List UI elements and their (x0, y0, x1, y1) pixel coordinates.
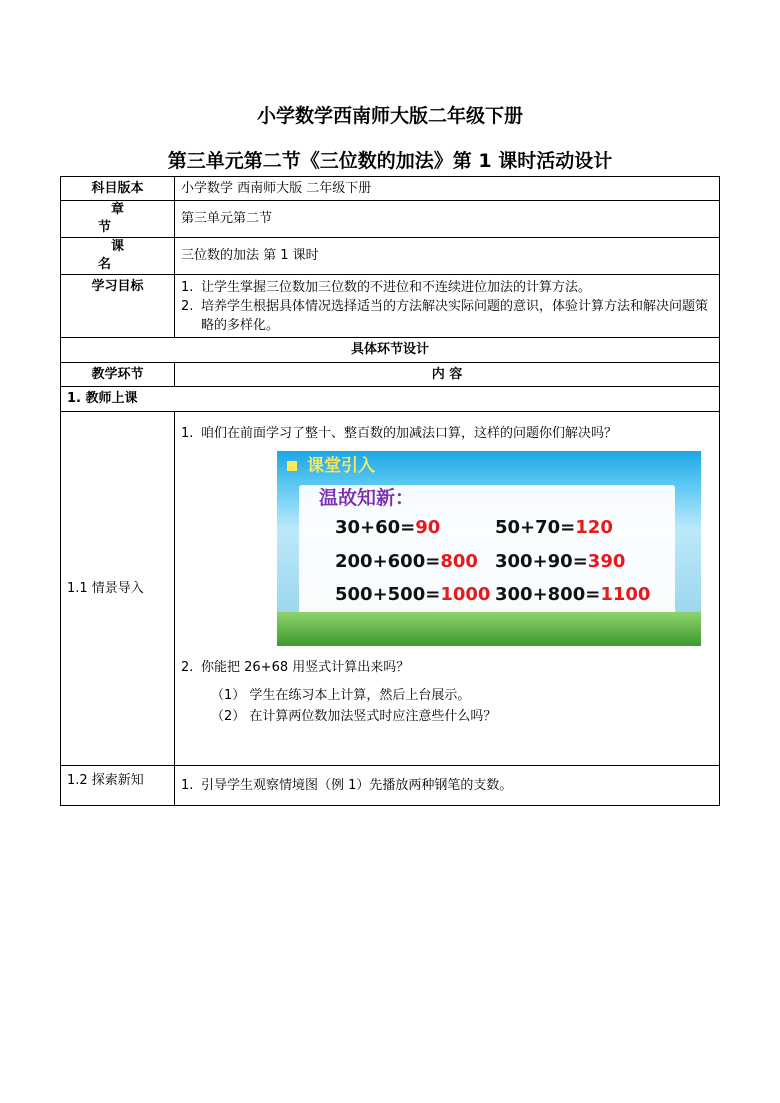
table-row (61, 387, 720, 412)
intro-content (175, 412, 720, 766)
chapter-label: 章节 (61, 201, 175, 238)
lesson-value: 三位数的加法 第 1 课时 (175, 238, 720, 275)
list-item: 2. 培养学生根据具体情况选择适当的方法解决实际问题的意识，体验计算方法和解决问题策略的多样化。 (181, 299, 709, 333)
table-row (61, 363, 720, 387)
table-row (61, 275, 720, 338)
equation: 200+600=800 (335, 551, 478, 572)
stage-label-intro: 1.1 情景导入 (61, 412, 175, 766)
equation: 500+500=1000 (335, 584, 491, 605)
table-row (61, 177, 720, 201)
lesson-label: 课名 (61, 238, 175, 275)
equation: 50+70=120 (495, 517, 613, 538)
sub-item: （2） 在计算两位数加法竖式时应注意些什么吗？ (211, 709, 497, 724)
grass-decoration (277, 612, 701, 646)
list-item: 2. 你能把 26+68 用竖式计算出来吗？ (181, 660, 410, 675)
list-item: 1. 引导学生观察情境图（例 1）先播放两种钢笔的支数。 (181, 778, 513, 793)
table-row (61, 238, 720, 275)
chapter-value: 第三单元第二节 (175, 201, 720, 238)
subject-label: 科目版本 (61, 177, 175, 201)
list-item: 1. 咱们在前面学习了整十、整百数的加减法口算，这样的问题你们解决吗？ (181, 426, 618, 441)
table-row (61, 201, 720, 238)
content-column-header: 内 容 (175, 363, 720, 387)
table-row (61, 338, 720, 363)
list-item: 1. 让学生掌握三位数加三位数的不进位和不连续进位加法的计算方法。 (181, 280, 592, 295)
equation: 300+90=390 (495, 551, 626, 572)
lesson-plan-table (60, 176, 720, 806)
slide-subtitle: 温故知新： (319, 487, 415, 509)
equation: 30+60=90 (335, 517, 441, 538)
document-subtitle: 第三单元第二节《三位数的加法》第 1 课时活动设计 (167, 150, 613, 172)
section-heading: 1. 教师上课 (61, 387, 720, 412)
stage-column-header: 教学环节 (61, 363, 175, 387)
lesson-slide-image (277, 451, 701, 646)
table-row (61, 766, 720, 806)
goal-list (175, 275, 720, 338)
table-row (61, 412, 720, 766)
stage-label-explore: 1.2 探索新知 (61, 766, 175, 806)
square-bullet-icon (287, 461, 297, 471)
slide-header: 课堂引入 (287, 457, 375, 475)
design-heading: 具体环节设计 (61, 338, 720, 363)
equation: 300+800=1100 (495, 584, 651, 605)
subject-value: 小学数学 西南师大版 二年级下册 (175, 177, 720, 201)
goal-label: 学习目标 (61, 275, 175, 338)
sub-item: （1） 学生在练习本上计算，然后上台展示。 (211, 688, 471, 703)
explore-content (175, 766, 720, 806)
document-title: 小学数学西南师大版二年级下册 (256, 105, 523, 127)
